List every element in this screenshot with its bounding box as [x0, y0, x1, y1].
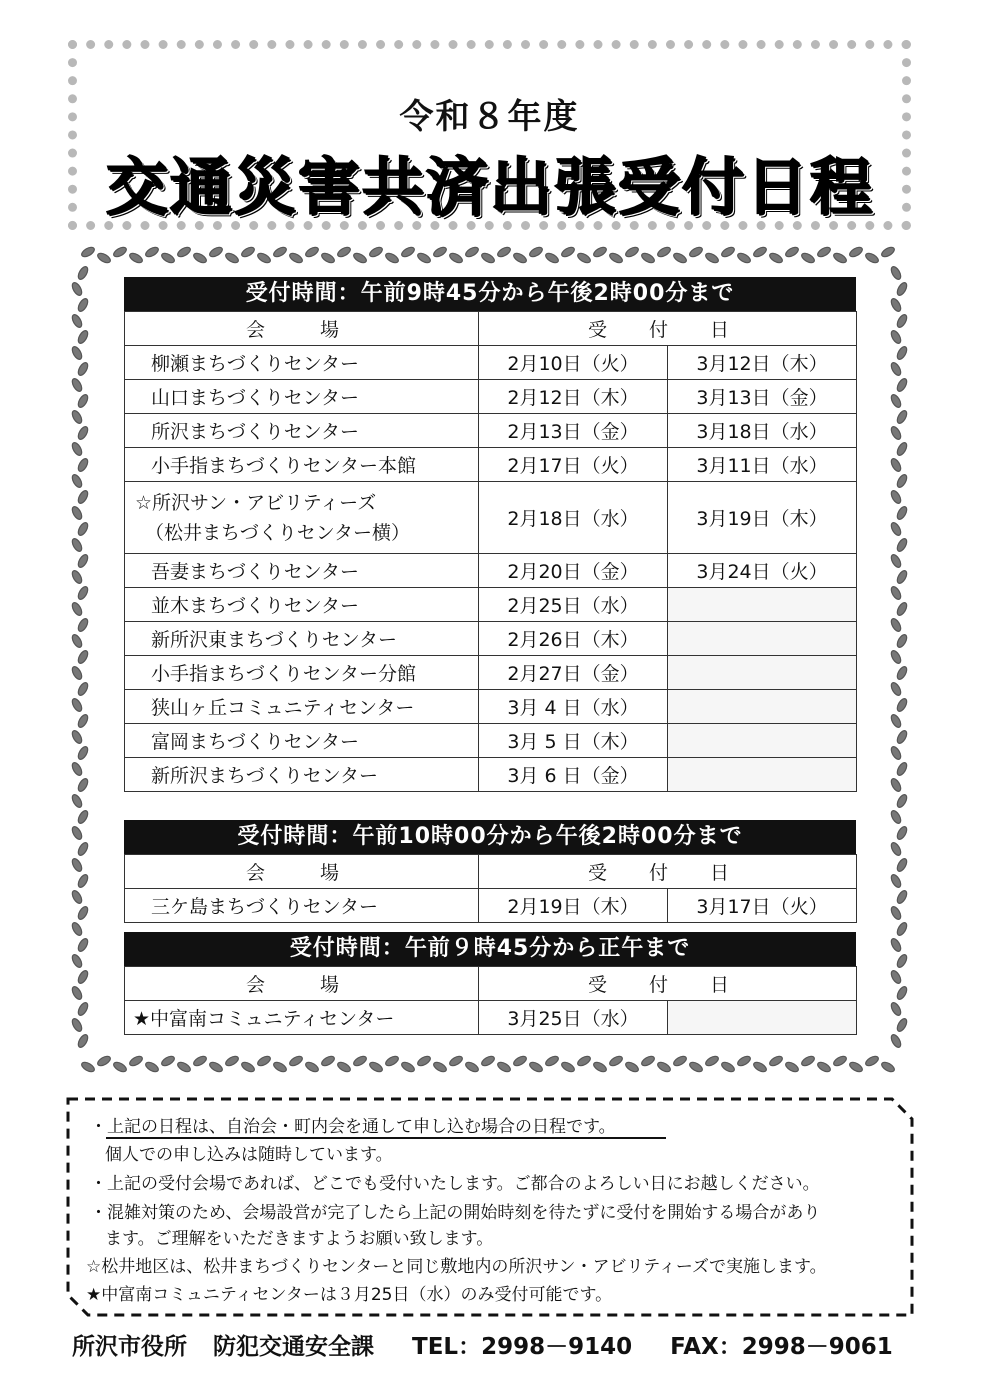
table-row	[125, 622, 857, 656]
leaf-ornament	[416, 1054, 432, 1067]
leaf-ornament	[608, 1054, 624, 1067]
leaf-ornament	[512, 251, 528, 264]
leaf-ornament	[895, 633, 908, 649]
leaf-ornament	[76, 553, 89, 569]
leaf-ornament	[752, 1060, 768, 1073]
leaf-ornament	[864, 251, 880, 264]
leaf-ornament	[80, 245, 96, 258]
date-cell	[668, 724, 857, 758]
leaf-ornament	[864, 1054, 880, 1067]
venue-cell: 並木まちづくりセンター	[125, 588, 479, 622]
venue-cell	[125, 482, 479, 554]
leaf-ornament	[895, 793, 908, 809]
leaf-ornament	[384, 251, 400, 264]
section-header: 受付時間：午前10時00分から午後2時00分まで	[124, 820, 856, 854]
leaf-ornament	[736, 251, 752, 264]
leaf-ornament	[76, 425, 89, 441]
leaf-ornament	[889, 329, 902, 345]
date-cell: 3月 5 日（木）	[479, 724, 668, 758]
column-header-venue: 会 場	[125, 312, 479, 346]
leaf-ornament	[76, 745, 89, 761]
footer-org: 所沢市役所	[72, 1334, 187, 1360]
leaf-ornament	[76, 297, 89, 313]
leaf-ornament	[400, 1060, 416, 1073]
page-title: 交通災害共済出張受付日程	[105, 150, 874, 223]
leaf-ornament	[384, 1054, 400, 1067]
leaf-ornament	[336, 245, 352, 258]
leaf-ornament	[70, 281, 83, 297]
leaf-ornament	[895, 953, 908, 969]
leaf-ornament	[70, 825, 83, 841]
column-header-venue: 会 場	[125, 967, 479, 1001]
leaf-ornament	[76, 713, 89, 729]
leaf-ornament	[889, 777, 902, 793]
table-row	[125, 1001, 857, 1035]
table-row	[125, 758, 857, 792]
leaf-ornament	[800, 1054, 816, 1067]
leaf-ornament	[76, 841, 89, 857]
table-row	[125, 889, 857, 923]
leaf-ornament	[144, 1060, 160, 1073]
leaf-ornament	[112, 1060, 128, 1073]
leaf-ornament	[889, 745, 902, 761]
date-cell: 3月13日（金）	[668, 380, 857, 414]
leaf-ornament	[400, 245, 416, 258]
leaf-ornament	[272, 1060, 288, 1073]
leaf-ornament	[895, 569, 908, 585]
leaf-ornament	[76, 393, 89, 409]
leaf-ornament	[76, 873, 89, 889]
leaf-ornament	[889, 361, 902, 377]
leaf-ornament	[70, 1017, 83, 1033]
date-cell	[668, 588, 857, 622]
leaf-ornament	[96, 251, 112, 264]
venue-cell: 山口まちづくりセンター	[125, 380, 479, 414]
leaf-ornament	[70, 665, 83, 681]
date-cell: 2月12日（木）	[479, 380, 668, 414]
leaf-ornament	[889, 873, 902, 889]
schedule-section-1	[124, 277, 856, 792]
leaf-ornament	[640, 1054, 656, 1067]
leaf-ornament	[70, 537, 83, 553]
leaf-ornament	[176, 1060, 192, 1073]
leaf-ornament	[720, 1060, 736, 1073]
venue-cell: 所沢まちづくりセンター	[125, 414, 479, 448]
date-cell: 2月25日（水）	[479, 588, 668, 622]
leaf-ornament	[512, 1054, 528, 1067]
column-header-date: 受 付 日	[479, 967, 857, 1001]
leaf-ornament	[895, 729, 908, 745]
venue-cell: 三ケ島まちづくりセンター	[125, 889, 479, 923]
leaf-ornament	[889, 521, 902, 537]
leaf-ornament	[76, 361, 89, 377]
leaf-ornament	[848, 1060, 864, 1073]
leaf-ornament	[256, 251, 272, 264]
leaf-ornament	[889, 265, 902, 281]
leaf-ornament	[76, 937, 89, 953]
leaf-ornament	[704, 251, 720, 264]
leaf-ornament	[895, 825, 908, 841]
table-row	[125, 690, 857, 724]
leaf-ornament	[70, 601, 83, 617]
leaf-ornament	[889, 809, 902, 825]
date-cell: 3月11日（水）	[668, 448, 857, 482]
leaf-ornament	[816, 1060, 832, 1073]
leaf-ornament	[624, 245, 640, 258]
leaf-ornament	[80, 1060, 96, 1073]
leaf-ornament	[672, 251, 688, 264]
leaf-ornament	[160, 1054, 176, 1067]
leaf-ornament	[208, 245, 224, 258]
schedule-section-3	[124, 932, 856, 1035]
leaf-ornament	[816, 245, 832, 258]
table-header-row	[125, 312, 857, 346]
date-cell: 3月18日（水）	[668, 414, 857, 448]
date-cell: 2月10日（火）	[479, 346, 668, 380]
leaf-ornament	[464, 245, 480, 258]
leaf-ornament	[128, 1054, 144, 1067]
venue-name: ☆所沢サン・アビリティーズ	[135, 491, 377, 514]
leaf-ornament	[895, 313, 908, 329]
leaf-ornament	[70, 377, 83, 393]
leaf-ornament	[480, 251, 496, 264]
leaf-ornament	[544, 251, 560, 264]
venue-cell: 吾妻まちづくりセンター	[125, 554, 479, 588]
leaf-ornament	[320, 251, 336, 264]
leaf-ornament	[895, 537, 908, 553]
venue-cell: 小手指まちづくりセンター本館	[125, 448, 479, 482]
leaf-ornament	[720, 245, 736, 258]
footer-contact	[72, 1328, 893, 1361]
leaf-ornament	[768, 1054, 784, 1067]
leaf-ornament	[889, 617, 902, 633]
leaf-ornament	[895, 665, 908, 681]
leaf-ornament	[240, 1060, 256, 1073]
leaf-ornament	[889, 393, 902, 409]
column-header-date: 受 付 日	[479, 855, 857, 889]
leaf-ornament	[895, 697, 908, 713]
table-row	[125, 414, 857, 448]
leaf-ornament	[889, 649, 902, 665]
leaf-ornament	[895, 921, 908, 937]
venue-cell: 新所沢まちづくりセンター	[125, 758, 479, 792]
leaf-ornament	[76, 329, 89, 345]
leaf-ornament	[889, 969, 902, 985]
leaf-ornament	[272, 245, 288, 258]
date-cell: 2月19日（木）	[479, 889, 668, 923]
date-cell: 3月19日（木）	[668, 482, 857, 554]
table-header-row	[125, 855, 857, 889]
leaf-ornament	[576, 251, 592, 264]
venue-cell: ★中富南コミュニティセンター	[125, 1001, 479, 1035]
schedule-table	[124, 966, 857, 1035]
note-5: ★中富南コミュニティセンターは３月25日（水）のみ受付可能です。	[86, 1285, 613, 1305]
leaf-ornament	[880, 245, 896, 258]
date-cell	[668, 1001, 857, 1035]
leaf-ornament	[544, 1054, 560, 1067]
leaf-ornament	[76, 585, 89, 601]
leaf-ornament	[448, 1054, 464, 1067]
leaf-ornament	[704, 1054, 720, 1067]
leaf-ornament	[76, 489, 89, 505]
date-cell: 3月17日（火）	[668, 889, 857, 923]
leaf-ornament	[70, 793, 83, 809]
leaf-ornament	[70, 473, 83, 489]
leaf-ornament	[496, 245, 512, 258]
table-row	[125, 448, 857, 482]
leaf-ornament	[895, 473, 908, 489]
leaf-ornament	[895, 377, 908, 393]
leaf-ornament	[76, 969, 89, 985]
leaf-ornament	[368, 245, 384, 258]
leaf-ornament	[70, 761, 83, 777]
venue-subname: （松井まちづくりセンター横）	[145, 521, 411, 544]
table-row	[125, 554, 857, 588]
leaf-ornament	[76, 457, 89, 473]
leaf-ornament	[800, 251, 816, 264]
leaf-ornament	[895, 985, 908, 1001]
note-underline	[106, 1137, 666, 1139]
leaf-ornament	[288, 251, 304, 264]
leaf-ornament	[240, 245, 256, 258]
leaf-ornament	[889, 905, 902, 921]
leaf-ornament	[656, 1060, 672, 1073]
leaf-ornament	[352, 1054, 368, 1067]
leaf-ornament	[352, 251, 368, 264]
leaf-ornament	[895, 1017, 908, 1033]
leaf-ornament	[192, 251, 208, 264]
note-1: ・上記の日程は、自治会・町内会を通して申し込む場合の日程です。	[90, 1117, 616, 1137]
leaf-ornament	[560, 1060, 576, 1073]
leaf-ornament	[320, 1054, 336, 1067]
schedule-table	[124, 311, 857, 792]
note-3: ・混雑対策のため、会場設営が完了したら上記の開始時刻を待たずに受付を開始する場合があり	[90, 1203, 821, 1223]
leaf-ornament	[76, 777, 89, 793]
leaf-ornament	[895, 761, 908, 777]
leaf-ornament	[76, 681, 89, 697]
note-4: ☆松井地区は、松井まちづくりセンターと同じ敷地内の所沢サン・アビリティーズで実施します。	[86, 1257, 827, 1277]
leaf-ornament	[70, 313, 83, 329]
date-cell: 3月 4 日（水）	[479, 690, 668, 724]
leaf-ornament	[688, 245, 704, 258]
venue-cell: 小手指まちづくりセンター分館	[125, 656, 479, 690]
date-cell	[668, 758, 857, 792]
leaf-ornament	[288, 1054, 304, 1067]
leaf-ornament	[889, 841, 902, 857]
date-cell: 3月12日（木）	[668, 346, 857, 380]
title-box	[68, 40, 911, 230]
leaf-ornament	[368, 1060, 384, 1073]
leaf-ornament	[640, 251, 656, 264]
leaf-ornament	[592, 245, 608, 258]
leaf-ornament	[895, 889, 908, 905]
leaf-ornament	[608, 251, 624, 264]
column-header-date: 受 付 日	[479, 312, 857, 346]
leaf-ornament	[889, 297, 902, 313]
leaf-ornament	[560, 245, 576, 258]
leaf-ornament	[256, 1054, 272, 1067]
leaf-ornament	[70, 345, 83, 361]
leaf-ornament	[889, 553, 902, 569]
leaf-ornament	[70, 505, 83, 521]
leaf-ornament	[832, 251, 848, 264]
date-cell	[668, 622, 857, 656]
leaf-ornament	[848, 245, 864, 258]
leaf-ornament	[889, 1001, 902, 1017]
schedule-table	[124, 854, 857, 923]
footer-dept: 防犯交通安全課	[213, 1334, 375, 1360]
leaf-ornament	[895, 409, 908, 425]
leaf-ornament	[76, 1001, 89, 1017]
leaf-ornament	[304, 1060, 320, 1073]
leaf-ornament	[70, 921, 83, 937]
leaf-ornament	[336, 1060, 352, 1073]
section-header: 受付時間：午前9時45分から午後2時00分まで	[124, 277, 856, 311]
venue-cell: 富岡まちづくりセンター	[125, 724, 479, 758]
leaf-ornament	[70, 441, 83, 457]
leaf-ornament	[70, 409, 83, 425]
leaf-ornament	[432, 1060, 448, 1073]
date-cell: 3月24日（火）	[668, 554, 857, 588]
leaf-ornament	[70, 633, 83, 649]
date-cell	[668, 656, 857, 690]
leaf-ornament	[176, 245, 192, 258]
leaf-ornament	[76, 617, 89, 633]
leaf-ornament	[76, 809, 89, 825]
leaf-ornament	[784, 245, 800, 258]
leaf-ornament	[895, 345, 908, 361]
leaf-ornament	[112, 245, 128, 258]
leaf-ornament	[895, 281, 908, 297]
leaf-ornament	[70, 729, 83, 745]
leaf-ornament	[889, 489, 902, 505]
table-row	[125, 724, 857, 758]
date-cell: 3月 6 日（金）	[479, 758, 668, 792]
leaf-ornament	[76, 649, 89, 665]
note-1-cont: 個人での申し込みは随時しています。	[105, 1145, 393, 1165]
leaf-ornament	[76, 265, 89, 281]
venue-cell: 新所沢東まちづくりセンター	[125, 622, 479, 656]
venue-cell: 柳瀬まちづくりセンター	[125, 346, 479, 380]
date-cell: 2月26日（木）	[479, 622, 668, 656]
leaf-ornament	[528, 245, 544, 258]
leaf-ornament	[672, 1054, 688, 1067]
leaf-ornament	[208, 1060, 224, 1073]
table-row	[125, 380, 857, 414]
leaf-ornament	[784, 1060, 800, 1073]
leaf-ornament	[448, 251, 464, 264]
footer-fax: FAX：2998－9061	[670, 1334, 893, 1360]
leaf-ornament	[656, 245, 672, 258]
leaf-ornament	[70, 889, 83, 905]
leaf-ornament	[889, 1033, 902, 1049]
leaf-ornament	[70, 857, 83, 873]
leaf-ornament	[880, 1060, 896, 1073]
leaf-ornament	[70, 985, 83, 1001]
leaf-ornament	[416, 251, 432, 264]
leaf-ornament	[76, 521, 89, 537]
leaf-ornament	[752, 245, 768, 258]
leaf-ornament	[576, 1054, 592, 1067]
leaf-ornament	[528, 1060, 544, 1073]
section-header: 受付時間：午前９時45分から正午まで	[124, 932, 856, 966]
notes-box	[66, 1097, 914, 1317]
schedule-section-2	[124, 820, 856, 923]
title-year: 令和８年度	[399, 97, 580, 137]
leaf-ornament	[889, 585, 902, 601]
leaf-ornament	[895, 505, 908, 521]
leaf-ornament	[768, 251, 784, 264]
leaf-ornament	[832, 1054, 848, 1067]
leaf-ornament	[464, 1060, 480, 1073]
leaf-ornament	[160, 251, 176, 264]
venue-cell: 狭山ヶ丘コミュニティセンター	[125, 690, 479, 724]
leaf-ornament	[895, 601, 908, 617]
leaf-ornament	[128, 251, 144, 264]
table-row	[125, 656, 857, 690]
leaf-ornament	[70, 953, 83, 969]
date-cell: 2月13日（金）	[479, 414, 668, 448]
leaf-ornament	[224, 1054, 240, 1067]
leaf-ornament	[70, 697, 83, 713]
note-2: ・上記の受付会場であれば、どこでも受付いたします。ご都合のよろしい日にお越しください。	[90, 1174, 820, 1194]
column-header-venue: 会 場	[125, 855, 479, 889]
leaf-ornament	[70, 569, 83, 585]
date-cell: 2月17日（火）	[479, 448, 668, 482]
leaf-ornament	[592, 1060, 608, 1073]
leaf-ornament	[304, 245, 320, 258]
leaf-ornament	[96, 1054, 112, 1067]
table-row	[125, 346, 857, 380]
date-cell	[668, 690, 857, 724]
leaf-ornament	[432, 245, 448, 258]
table-header-row	[125, 967, 857, 1001]
leaf-ornament	[889, 457, 902, 473]
table-row	[125, 482, 857, 554]
date-cell: 2月18日（水）	[479, 482, 668, 554]
leaf-ornament	[889, 425, 902, 441]
table-row	[125, 588, 857, 622]
footer-tel: TEL：2998－9140	[412, 1334, 633, 1360]
leaf-ornament	[736, 1054, 752, 1067]
leaf-ornament	[76, 905, 89, 921]
date-cell: 3月25日（水）	[479, 1001, 668, 1035]
leaf-ornament	[624, 1060, 640, 1073]
leaf-ornament	[889, 937, 902, 953]
leaf-ornament	[889, 713, 902, 729]
leaf-ornament	[889, 681, 902, 697]
leaf-ornament	[192, 1054, 208, 1067]
date-cell: 2月20日（金）	[479, 554, 668, 588]
leaf-ornament	[895, 857, 908, 873]
leaf-ornament	[144, 245, 160, 258]
leaf-ornament	[480, 1054, 496, 1067]
leaf-ornament	[688, 1060, 704, 1073]
leaf-ornament	[224, 251, 240, 264]
leaf-ornament	[76, 1033, 89, 1049]
leaf-ornament	[895, 441, 908, 457]
leaf-ornament	[496, 1060, 512, 1073]
date-cell: 2月27日（金）	[479, 656, 668, 690]
note-3-cont: ます。ご理解をいただきますようお願い致します。	[105, 1229, 494, 1249]
